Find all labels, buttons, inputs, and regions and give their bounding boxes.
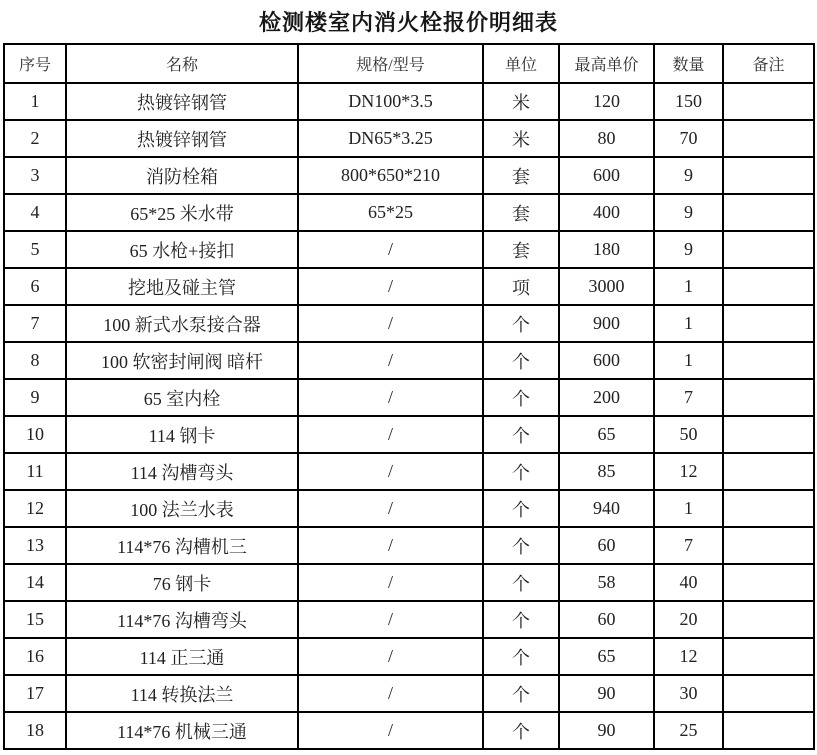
cell-name: 65 室内栓 bbox=[66, 379, 298, 416]
cell-name: 114 正三通 bbox=[66, 638, 298, 675]
table-row bbox=[4, 268, 814, 305]
cell-unit: 个 bbox=[483, 675, 559, 712]
cell-spec: / bbox=[298, 490, 483, 527]
table-row bbox=[4, 712, 814, 749]
cell-name: 消防栓箱 bbox=[66, 157, 298, 194]
cell-index: 8 bbox=[4, 342, 66, 379]
cell-max-price: 400 bbox=[559, 194, 654, 231]
table-row bbox=[4, 379, 814, 416]
cell-unit: 个 bbox=[483, 342, 559, 379]
cell-max-price: 85 bbox=[559, 453, 654, 490]
table-row bbox=[4, 231, 814, 268]
cell-max-price: 900 bbox=[559, 305, 654, 342]
cell-index: 10 bbox=[4, 416, 66, 453]
table-row bbox=[4, 157, 814, 194]
cell-quantity: 7 bbox=[654, 527, 723, 564]
cell-max-price: 200 bbox=[559, 379, 654, 416]
cell-quantity: 9 bbox=[654, 194, 723, 231]
cell-unit: 个 bbox=[483, 453, 559, 490]
cell-unit: 套 bbox=[483, 194, 559, 231]
cell-remark bbox=[723, 601, 814, 638]
cell-quantity: 12 bbox=[654, 453, 723, 490]
cell-spec: / bbox=[298, 231, 483, 268]
cell-name: 114*76 沟槽弯头 bbox=[66, 601, 298, 638]
cell-index: 13 bbox=[4, 527, 66, 564]
cell-remark bbox=[723, 268, 814, 305]
cell-quantity: 150 bbox=[654, 83, 723, 120]
cell-unit: 个 bbox=[483, 712, 559, 749]
cell-remark bbox=[723, 157, 814, 194]
cell-name: 114 钢卡 bbox=[66, 416, 298, 453]
cell-name: 挖地及碰主管 bbox=[66, 268, 298, 305]
cell-quantity: 40 bbox=[654, 564, 723, 601]
cell-unit: 个 bbox=[483, 379, 559, 416]
cell-max-price: 3000 bbox=[559, 268, 654, 305]
column-header-spec: 规格/型号 bbox=[298, 44, 483, 83]
cell-spec: / bbox=[298, 712, 483, 749]
cell-max-price: 60 bbox=[559, 527, 654, 564]
cell-quantity: 50 bbox=[654, 416, 723, 453]
cell-index: 5 bbox=[4, 231, 66, 268]
table-row bbox=[4, 564, 814, 601]
cell-unit: 个 bbox=[483, 490, 559, 527]
cell-unit: 个 bbox=[483, 564, 559, 601]
table-header bbox=[4, 44, 814, 83]
cell-index: 4 bbox=[4, 194, 66, 231]
cell-name: 100 软密封闸阀 暗杆 bbox=[66, 342, 298, 379]
table-row bbox=[4, 638, 814, 675]
cell-name: 65 水枪+接扣 bbox=[66, 231, 298, 268]
cell-unit: 米 bbox=[483, 120, 559, 157]
cell-remark bbox=[723, 712, 814, 749]
cell-index: 17 bbox=[4, 675, 66, 712]
cell-name: 114 转换法兰 bbox=[66, 675, 298, 712]
cell-index: 18 bbox=[4, 712, 66, 749]
cell-spec: 800*650*210 bbox=[298, 157, 483, 194]
cell-spec: / bbox=[298, 268, 483, 305]
table-row bbox=[4, 675, 814, 712]
cell-name: 114*76 机械三通 bbox=[66, 712, 298, 749]
cell-spec: / bbox=[298, 379, 483, 416]
cell-remark bbox=[723, 416, 814, 453]
cell-name: 热镀锌钢管 bbox=[66, 120, 298, 157]
cell-remark bbox=[723, 342, 814, 379]
cell-quantity: 9 bbox=[654, 157, 723, 194]
cell-name: 100 法兰水表 bbox=[66, 490, 298, 527]
cell-unit: 套 bbox=[483, 231, 559, 268]
cell-max-price: 940 bbox=[559, 490, 654, 527]
cell-max-price: 60 bbox=[559, 601, 654, 638]
cell-index: 12 bbox=[4, 490, 66, 527]
cell-max-price: 58 bbox=[559, 564, 654, 601]
cell-name: 100 新式水泵接合器 bbox=[66, 305, 298, 342]
cell-remark bbox=[723, 120, 814, 157]
cell-spec: DN100*3.5 bbox=[298, 83, 483, 120]
cell-quantity: 7 bbox=[654, 379, 723, 416]
document-page bbox=[0, 8, 817, 755]
cell-spec: / bbox=[298, 527, 483, 564]
cell-unit: 个 bbox=[483, 638, 559, 675]
column-header-remark: 备注 bbox=[723, 44, 814, 83]
cell-quantity: 1 bbox=[654, 305, 723, 342]
cell-spec: / bbox=[298, 416, 483, 453]
cell-max-price: 90 bbox=[559, 712, 654, 749]
cell-quantity: 70 bbox=[654, 120, 723, 157]
cell-max-price: 90 bbox=[559, 675, 654, 712]
cell-max-price: 120 bbox=[559, 83, 654, 120]
cell-unit: 个 bbox=[483, 416, 559, 453]
cell-index: 9 bbox=[4, 379, 66, 416]
cell-unit: 套 bbox=[483, 157, 559, 194]
column-header-quantity: 数量 bbox=[654, 44, 723, 83]
cell-quantity: 1 bbox=[654, 268, 723, 305]
cell-unit: 项 bbox=[483, 268, 559, 305]
table-row bbox=[4, 194, 814, 231]
cell-remark bbox=[723, 638, 814, 675]
table-row bbox=[4, 453, 814, 490]
cell-name: 热镀锌钢管 bbox=[66, 83, 298, 120]
column-header-name: 名称 bbox=[66, 44, 298, 83]
cell-name: 114 沟槽弯头 bbox=[66, 453, 298, 490]
table-row bbox=[4, 83, 814, 120]
cell-remark bbox=[723, 305, 814, 342]
cell-max-price: 600 bbox=[559, 157, 654, 194]
table-row bbox=[4, 120, 814, 157]
cell-remark bbox=[723, 564, 814, 601]
cell-quantity: 20 bbox=[654, 601, 723, 638]
cell-spec: DN65*3.25 bbox=[298, 120, 483, 157]
cell-max-price: 600 bbox=[559, 342, 654, 379]
cell-index: 11 bbox=[4, 453, 66, 490]
table-row bbox=[4, 342, 814, 379]
cell-remark bbox=[723, 453, 814, 490]
column-header-index: 序号 bbox=[4, 44, 66, 83]
cell-unit: 个 bbox=[483, 527, 559, 564]
cell-spec: / bbox=[298, 638, 483, 675]
cell-quantity: 25 bbox=[654, 712, 723, 749]
quotation-table bbox=[3, 43, 815, 750]
cell-remark bbox=[723, 379, 814, 416]
cell-quantity: 12 bbox=[654, 638, 723, 675]
cell-quantity: 1 bbox=[654, 342, 723, 379]
cell-max-price: 65 bbox=[559, 638, 654, 675]
cell-remark bbox=[723, 83, 814, 120]
table-row bbox=[4, 490, 814, 527]
cell-name: 65*25 米水带 bbox=[66, 194, 298, 231]
cell-quantity: 1 bbox=[654, 490, 723, 527]
table-row bbox=[4, 305, 814, 342]
cell-remark bbox=[723, 490, 814, 527]
table-row bbox=[4, 527, 814, 564]
cell-remark bbox=[723, 527, 814, 564]
cell-quantity: 30 bbox=[654, 675, 723, 712]
cell-index: 15 bbox=[4, 601, 66, 638]
cell-spec: 65*25 bbox=[298, 194, 483, 231]
cell-max-price: 65 bbox=[559, 416, 654, 453]
cell-spec: / bbox=[298, 305, 483, 342]
cell-index: 7 bbox=[4, 305, 66, 342]
cell-spec: / bbox=[298, 342, 483, 379]
cell-spec: / bbox=[298, 675, 483, 712]
cell-name: 114*76 沟槽机三 bbox=[66, 527, 298, 564]
cell-remark bbox=[723, 194, 814, 231]
cell-index: 16 bbox=[4, 638, 66, 675]
cell-quantity: 9 bbox=[654, 231, 723, 268]
page-title: 检测楼室内消火栓报价明细表 bbox=[258, 10, 558, 35]
table-body bbox=[4, 83, 814, 749]
cell-index: 1 bbox=[4, 83, 66, 120]
cell-remark bbox=[723, 675, 814, 712]
cell-unit: 个 bbox=[483, 305, 559, 342]
column-header-unit: 单位 bbox=[483, 44, 559, 83]
cell-max-price: 180 bbox=[559, 231, 654, 268]
cell-index: 14 bbox=[4, 564, 66, 601]
cell-spec: / bbox=[298, 453, 483, 490]
cell-name: 76 钢卡 bbox=[66, 564, 298, 601]
cell-index: 2 bbox=[4, 120, 66, 157]
cell-remark bbox=[723, 231, 814, 268]
table-row bbox=[4, 601, 814, 638]
cell-spec: / bbox=[298, 601, 483, 638]
cell-unit: 个 bbox=[483, 601, 559, 638]
cell-spec: / bbox=[298, 564, 483, 601]
table-row bbox=[4, 416, 814, 453]
cell-max-price: 80 bbox=[559, 120, 654, 157]
cell-index: 6 bbox=[4, 268, 66, 305]
cell-unit: 米 bbox=[483, 83, 559, 120]
column-header-max-price: 最高单价 bbox=[559, 44, 654, 83]
header-row bbox=[4, 44, 814, 83]
cell-index: 3 bbox=[4, 157, 66, 194]
